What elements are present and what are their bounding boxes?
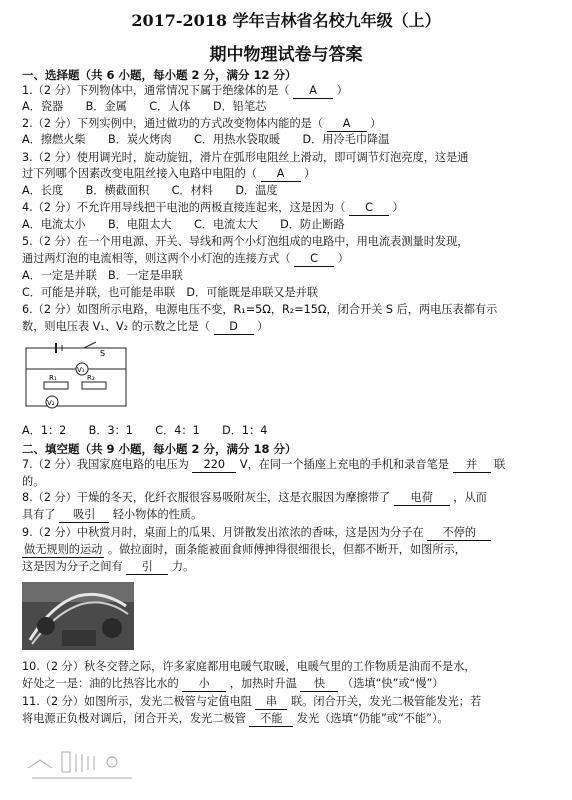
answer-blank: C bbox=[349, 201, 389, 216]
circuit-diagram bbox=[22, 340, 132, 416]
exam-subtitle: 期中物理试卷与答案 bbox=[209, 45, 363, 65]
led-circuit-figure bbox=[22, 738, 142, 786]
resistor-r2-label: R₂ bbox=[87, 374, 95, 382]
answer-blank: 不停的 bbox=[427, 526, 491, 541]
answer-blank: 并 bbox=[453, 458, 491, 473]
question-11: 11.（2 分）如图所示，发光二极管与定值电阻 串 联。闭合开关，发光二极管能发光；若 bbox=[22, 695, 482, 708]
question-4-options: A．电流太小 B．电阻太大 C．电流太大 D．防止断路 bbox=[22, 218, 345, 231]
question-stem: 通过两灯泡的电流相等，则这两个小灯泡的连接方式（ bbox=[22, 252, 291, 265]
question-8: 8.（2 分）干燥的冬天，化纤衣服很容易吸附灰尘，这是衣服因为摩擦带了 电荷 ，从而 bbox=[22, 491, 487, 504]
question-2: 2.（2 分）下列实例中，通过做功的方式改变物体内能的是（ A ） bbox=[22, 117, 382, 130]
answer-blank: 引 bbox=[126, 560, 168, 575]
question-3-options: A．长度 B．横截面积 C．材料 D．温度 bbox=[22, 184, 278, 197]
question-5: 通过两灯泡的电流相等，则这两个小灯泡的连接方式（ C ） bbox=[22, 252, 349, 265]
question-stem: 4.（2 分）不允许用导线把干电池的两极直接连起来，这是因为（ bbox=[22, 201, 346, 214]
answer-blank: 做无规则的运动 bbox=[24, 543, 103, 556]
question-9-line3: 这是因为分子之间有 引 力。 bbox=[22, 560, 195, 573]
question-7: 7.（2 分）我国家庭电路的电压为 220 V，在同一个插座上充电的手机和录音笔是 并 联 bbox=[22, 458, 506, 471]
question-5-options-cd: C．可能是并联，也可能是串联 D．可能既是串联又是并联 bbox=[22, 286, 319, 299]
voltmeter-v1-label: V₁ bbox=[77, 366, 85, 374]
answer-blank: 220 bbox=[192, 458, 236, 473]
question-9-line2: 做无规则的运动 。做拉面时，面条能被面食师傅抻得很细很长，但都不断开，如图所示， bbox=[24, 543, 466, 556]
answer-blank: 串 bbox=[255, 695, 287, 710]
question-2-options: A．擦燃火柴 B．炭火烤肉 C．用热水袋取暖 D．用冷毛巾降温 bbox=[22, 133, 390, 146]
answer-blank: A bbox=[261, 167, 301, 182]
question-7-line2: 的。 bbox=[22, 475, 45, 488]
question-3: 过下列哪个因素改变电阻丝接入电路中电阻的（ A ） bbox=[22, 167, 316, 180]
question-6-line1: 6.（2 分）如图所示电路，电源电压不变，R₁=5Ω，R₂=15Ω，闭合开关 S 后，两电压表都有示 bbox=[22, 303, 498, 316]
resistor-r1-label: R₁ bbox=[49, 374, 57, 382]
question-1-options: A．瓷器 B．金属 C．人体 D．铅笔芯 bbox=[22, 100, 267, 113]
question-3-line1: 3.（2 分）使用调光时，旋动旋钮，滑片在弧形电阻丝上滑动，即可调节灯泡亮度，这是通 bbox=[22, 151, 469, 164]
exam-title: 2017-2018 学年吉林省名校九年级（上） bbox=[131, 11, 441, 30]
question-11-line2: 将电源正负极对调后，闭合开关，发光二极管 不能 发光（选填“仍能”或“不能”）。 bbox=[22, 712, 449, 725]
answer-blank: C bbox=[294, 252, 334, 267]
voltmeter-v2-label: V₂ bbox=[47, 399, 55, 407]
question-10-line1: 10.（2 分）秋冬交替之际，许多家庭都用电暖气取暖，电暖气里的工作物质是油而不是水， bbox=[22, 660, 476, 673]
question-5-options-ab: A．一定是并联 B．一定是串联 bbox=[22, 269, 183, 282]
noodle-photo bbox=[22, 582, 134, 650]
answer-blank: 电荷 bbox=[394, 491, 450, 506]
question-stem: 1.（2 分）下列物体中，通常情况下属于绝缘体的是（ bbox=[22, 84, 290, 97]
section-heading-choice: 一、选择题（共 6 小题，每小题 2 分，满分 12 分） bbox=[22, 68, 297, 82]
answer-blank: A bbox=[327, 117, 367, 132]
answer-blank: 吸引 bbox=[59, 508, 109, 523]
question-6: 数，则电压表 V₁、V₂ 的示数之比是（ D ） bbox=[22, 320, 269, 333]
question-stem: 过下列哪个因素改变电阻丝接入电路中电阻的（ bbox=[22, 167, 257, 180]
question-stem: 数，则电压表 V₁、V₂ 的示数之比是（ bbox=[22, 320, 211, 333]
section-heading-fill: 二、填空题（共 9 小题，每小题 2 分，满分 18 分） bbox=[22, 442, 297, 456]
question-8-line2: 具有了 吸引 轻小物体的性质。 bbox=[22, 508, 203, 521]
answer-blank: 不能 bbox=[249, 712, 293, 727]
switch-label: S bbox=[100, 349, 106, 358]
answer-blank: 快 bbox=[300, 677, 338, 692]
question-10: 好处之一是：油的比热容比水的 小 ，加热时升温 快 （选填“快”或“慢”） bbox=[22, 677, 444, 690]
question-4: 4.（2 分）不允许用导线把干电池的两极直接连起来，这是因为（ C ） bbox=[22, 201, 404, 214]
question-6-options: A．1：2 B．3：1 C．4：1 D．1：4 bbox=[22, 424, 268, 437]
answer-blank: 小 bbox=[182, 677, 226, 692]
question-9: 9.（2 分）中秋赏月时，桌面上的瓜果、月饼散发出浓浓的香味，这是因为分子在 不停的 bbox=[22, 526, 491, 541]
question-stem: 2.（2 分）下列实例中，通过做功的方式改变物体内能的是（ bbox=[22, 117, 324, 130]
answer-blank: D bbox=[214, 320, 254, 335]
answer-blank: A bbox=[293, 84, 333, 99]
question-5-line1: 5.（2 分）在一个用电源、开关、导线和两个小灯泡组成的电路中，用电流表测量时发现， bbox=[22, 235, 469, 248]
question-1: 1.（2 分）下列物体中，通常情况下属于绝缘体的是（ A ） bbox=[22, 84, 348, 97]
